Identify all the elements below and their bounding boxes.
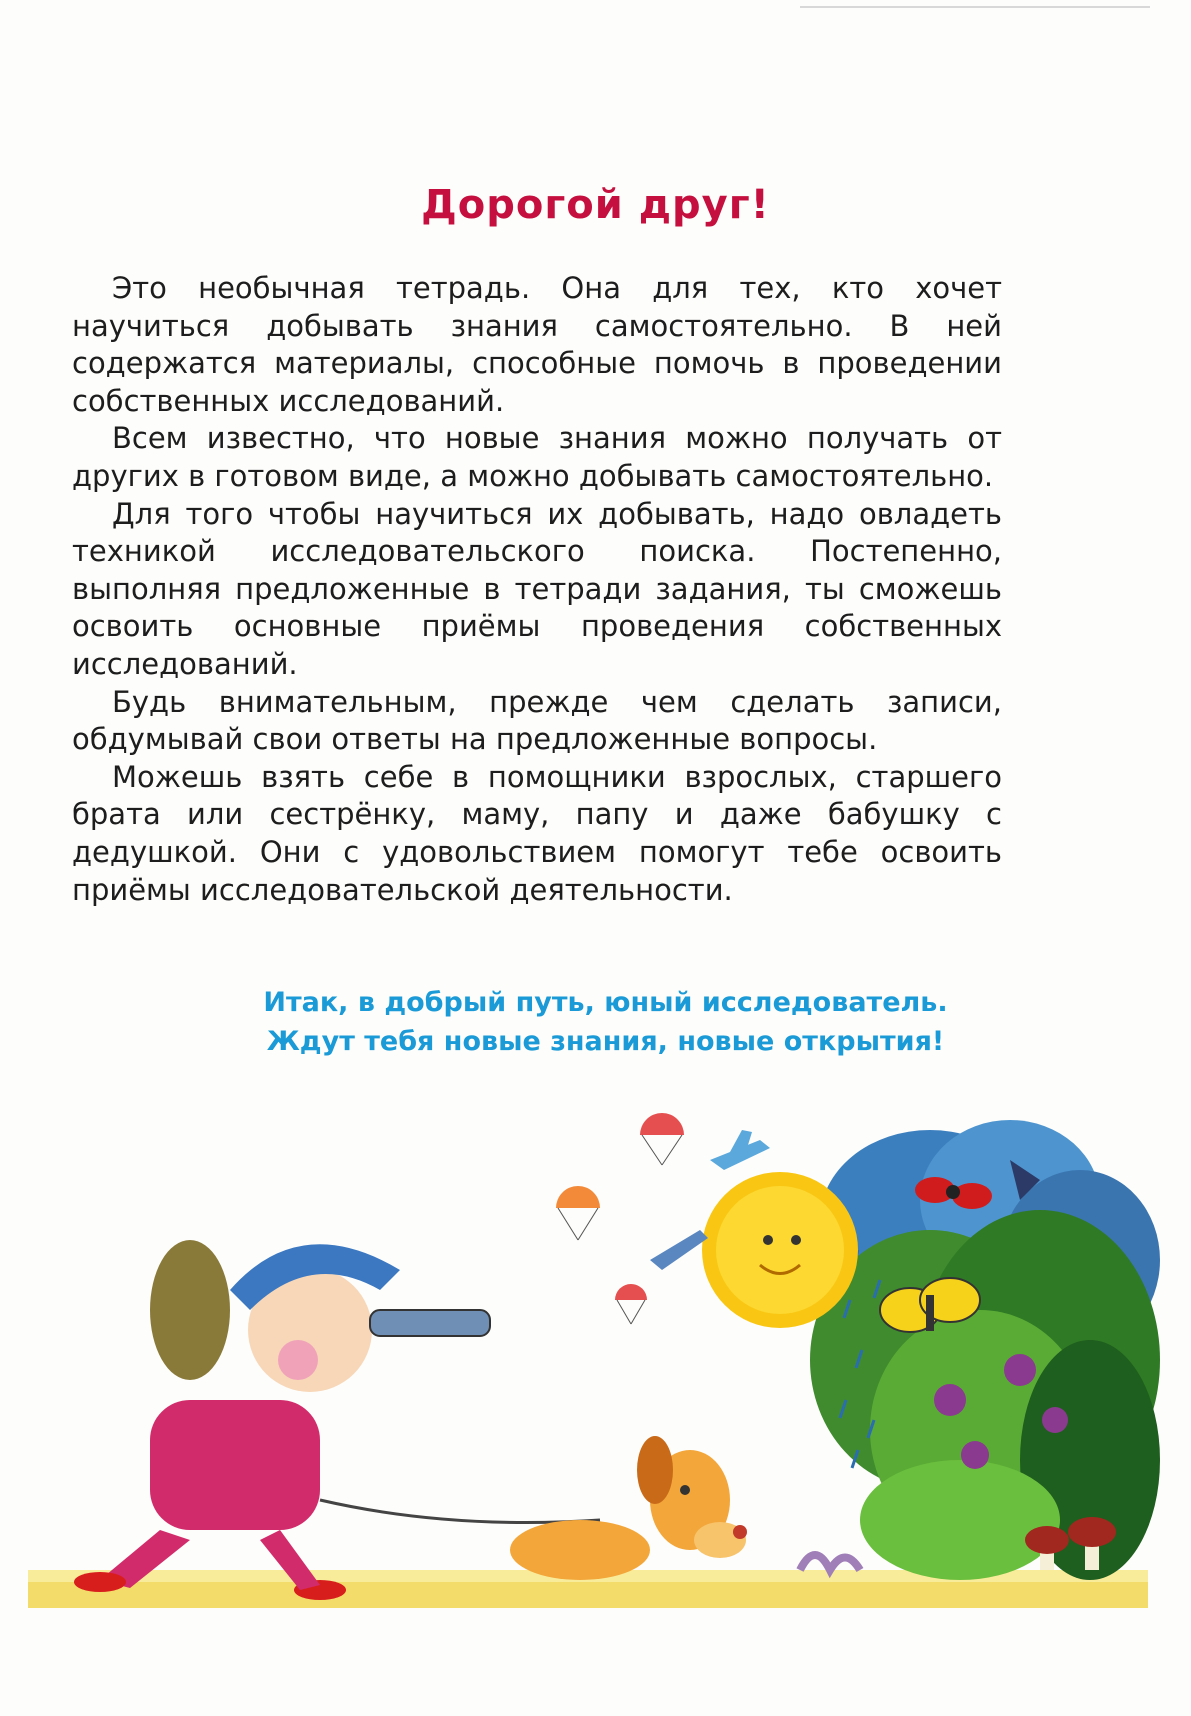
top-divider — [800, 6, 1150, 8]
paragraph-4: Будь внимательным, прежде чем сделать записи, обдумывай свои ответы на предложенные вопросы. — [72, 684, 1002, 757]
body-text — [72, 270, 1002, 909]
berry-icon — [1042, 1407, 1068, 1433]
explorer-illustration — [0, 1100, 1191, 1716]
paragraph-2: Всем известно, что новые знания можно получать от других в готовом виде, а можно добывать самостоятельно. — [72, 421, 1002, 493]
paragraph-5: Можешь взять себе в помощники взрослых, старшего брата или сестрёнку, маму, папу и даже бабушку с дедушкой. Они с удовольствием помогут тебе освоить приёмы исследовательской деятельности. — [72, 759, 1002, 907]
leash — [320, 1500, 600, 1523]
berry-icon — [961, 1441, 989, 1469]
paragraph-3: Для того чтобы научиться их добывать, надо овладеть техникой исследовательского поиска. Постепенно, выполняя предложенные в тетради задания, ты сможешь освоить основные приёмы проведения собственных исследований. — [72, 496, 1002, 681]
parachute-icon — [556, 1186, 600, 1240]
worm-icon — [800, 1555, 860, 1570]
dog-icon — [510, 1436, 747, 1580]
closing-line-1: Итак, в добрый путь, юный исследователь. — [263, 987, 948, 1018]
berry-icon — [934, 1384, 966, 1416]
sun-icon — [702, 1172, 858, 1328]
parachute-icon — [615, 1284, 647, 1324]
paragraph-1: Это необычная тетрадь. Она для тех, кто хочет научиться добывать знания самостоятельно. В ней содержатся материалы, способные помочь в проведении собственных исследований. — [72, 271, 1002, 418]
ground — [28, 1580, 1148, 1608]
boy-explorer-icon — [74, 1240, 490, 1600]
berry-icon — [1004, 1354, 1036, 1386]
airplane-icon — [710, 1130, 770, 1170]
page-title: Дорогой друг! — [421, 182, 770, 228]
airplane-icon — [650, 1230, 708, 1270]
parachute-icon — [640, 1113, 684, 1165]
closing-line-2: Ждут тебя новые знания, новые открытия! — [266, 1026, 945, 1057]
